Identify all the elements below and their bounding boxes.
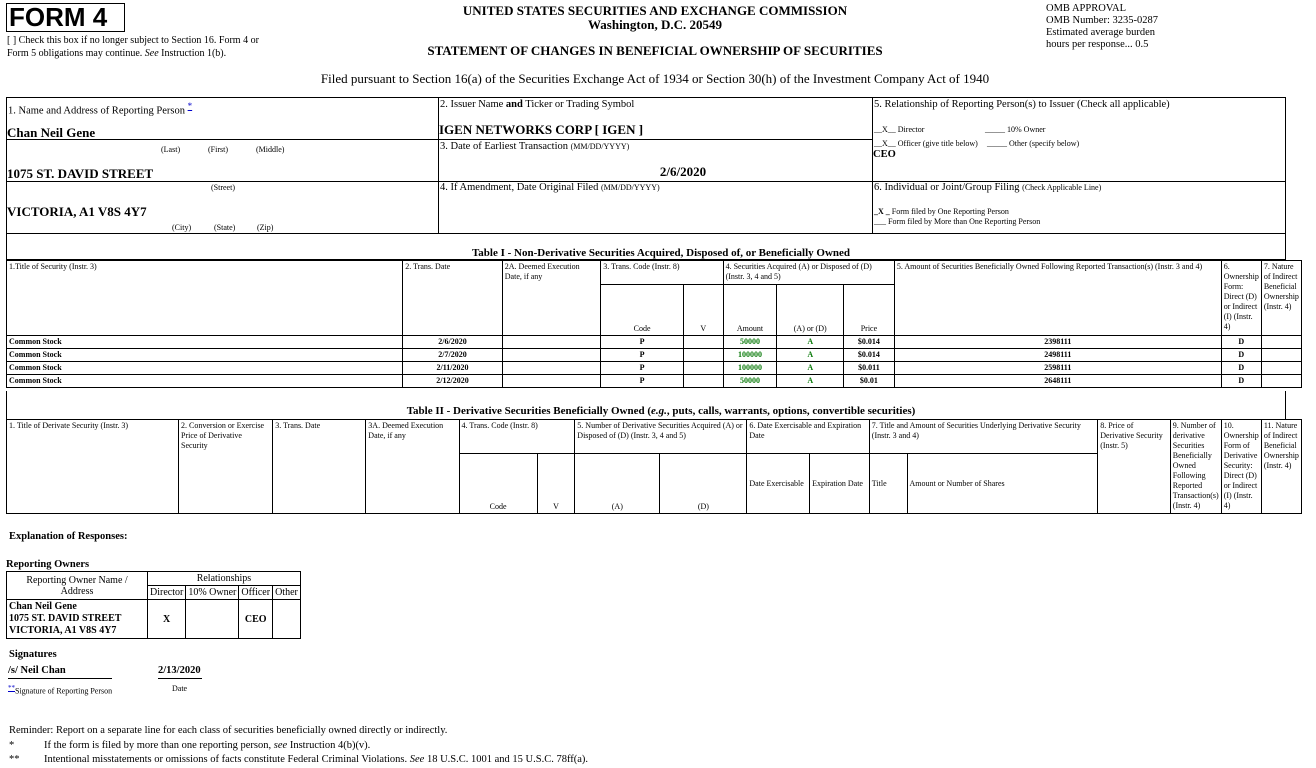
box6-label-text: 6. Individual or Joint/Group Filing — [874, 182, 1020, 193]
t2-sh-date-ex: Date Exercisable — [747, 454, 810, 514]
t1-sh-v: V — [683, 285, 723, 336]
officer-mark: __X__ — [874, 139, 896, 148]
ten-pct-line — [985, 125, 1045, 134]
ten-pct-mark: _____ — [985, 125, 1005, 134]
t1-amount: 100000 — [723, 362, 777, 375]
signatures-heading: Signatures — [9, 649, 57, 660]
omb-number: OMB Number: 3235-0287 — [1046, 15, 1158, 26]
earliest-transaction-date: 2/6/2020 — [659, 164, 707, 179]
box4-label-text: 4. If Amendment, Date Original Filed — [440, 182, 599, 193]
ro-col-relationships: Relationships — [148, 572, 301, 586]
t1-code: P — [601, 336, 684, 349]
ro-header-row — [7, 572, 301, 586]
t1-v — [683, 375, 723, 388]
t1-aord: A — [777, 349, 844, 362]
t1-code: P — [601, 349, 684, 362]
middle-label: (Middle) — [256, 145, 285, 154]
signature-star-link[interactable]: ** — [8, 684, 15, 692]
t1-aord: A — [777, 362, 844, 375]
more-persons-line — [874, 217, 1040, 226]
t1-v — [683, 362, 723, 375]
t2-h-owned: 9. Number of derivative Securities Beneficially Owned Following Reported Transaction(s) (Instr. 4) — [1170, 420, 1221, 514]
t1-owned: 2398111 — [894, 336, 1221, 349]
t1-code: P — [601, 375, 684, 388]
t1-owned: 2648111 — [894, 375, 1221, 388]
t1-owned: 2498111 — [894, 349, 1221, 362]
ro-owner-street: 1075 ST. DAVID STREET — [9, 613, 122, 624]
reporting-person-name: Chan Neil Gene — [7, 125, 96, 140]
note1-pre: If the form is filed by more than one reporting person, — [44, 740, 272, 751]
signer-name: /s/ Neil Chan — [8, 665, 112, 679]
other-mark: _____ — [987, 139, 1007, 148]
officer-label: Officer (give title below) — [897, 139, 978, 148]
statement-title: STATEMENT OF CHANGES IN BENEFICIAL OWNERSHIP OF SECURITIES — [427, 43, 883, 58]
ro-col-director: Director — [148, 586, 186, 600]
omb-block — [1046, 3, 1158, 51]
t1-form: D — [1221, 349, 1261, 362]
t2-h-deemed: 3A. Deemed Execution Date, if any — [366, 420, 459, 514]
street-label: (Street) — [211, 183, 235, 192]
note2-see: See — [409, 754, 425, 765]
t2-sh-amount: Amount or Number of Shares — [907, 454, 1098, 514]
note1-text — [44, 740, 370, 751]
issuer-name: IGEN NETWORKS CORP [ IGEN ] — [439, 122, 644, 137]
omb-approval: OMB APPROVAL — [1046, 3, 1127, 14]
reminder-text: Reminder: Report on a separate line for each class of securities beneficially owned directly or indirectly. — [9, 725, 448, 736]
box2-label-pre: 2. Issuer Name — [440, 99, 504, 110]
table-row — [7, 336, 1302, 349]
officer-title: CEO — [873, 149, 896, 160]
t1-sh-aord: (A) or (D) — [777, 285, 844, 336]
t1-form: D — [1221, 375, 1261, 388]
t1-owned: 2598111 — [894, 362, 1221, 375]
ro-ten-pct-value — [186, 600, 239, 639]
t1-h-date: 2. Trans. Date — [403, 261, 503, 336]
commission-city: Washington, D.C. 20549 — [588, 17, 722, 32]
director-mark: __X__ — [874, 125, 896, 134]
more-persons-mark: ___ — [874, 217, 886, 226]
t2-h-title: 1. Title of Derivate Security (Instr. 3) — [7, 420, 179, 514]
t1-v — [683, 336, 723, 349]
t1-nature — [1261, 362, 1301, 375]
box2-label-and: and — [505, 99, 523, 110]
omb-burden-2: hours per response... 0.5 — [1046, 39, 1149, 50]
t1-title: Common Stock — [7, 349, 403, 362]
t1-date: 2/11/2020 — [403, 362, 503, 375]
director-label: Director — [897, 125, 925, 134]
t1-price: $0.014 — [844, 349, 895, 362]
t1-amount: 100000 — [723, 349, 777, 362]
t1-form: D — [1221, 336, 1261, 349]
one-person-label: Form filed by One Reporting Person — [891, 207, 1009, 216]
check-note-instruction: Instruction 1(b). — [161, 48, 227, 59]
table2 — [6, 419, 1302, 514]
last-label: (Last) — [161, 145, 181, 154]
zip-label: (Zip) — [257, 223, 274, 232]
t1-sh-amount: Amount — [723, 285, 777, 336]
table2-header-row — [7, 420, 1302, 454]
reporting-owners-table — [6, 571, 301, 639]
note2-text — [44, 754, 588, 765]
t1-title: Common Stock — [7, 336, 403, 349]
note2-pre: Intentional misstatements or omissions of facts constitute Federal Criminal Violations. — [44, 754, 408, 765]
box1-label — [8, 101, 192, 117]
box3-label-text: 3. Date of Earliest Transaction — [440, 141, 569, 152]
t1-aord: A — [777, 375, 844, 388]
ro-owner-cell — [7, 600, 148, 639]
box3-label-format: (MM/DD/YYYY) — [570, 142, 630, 151]
note2-post: 18 U.S.C. 1001 and 15 U.S.C. 78ff(a). — [426, 754, 589, 765]
table1 — [6, 260, 1302, 388]
t1-h-acquired: 4. Securities Acquired (A) or Disposed of (D) (Instr. 3, 4 and 5) — [723, 261, 894, 285]
officer-line — [874, 139, 978, 148]
table2-title-pre: Table II - Derivative Securities Beneficially Owned ( — [406, 405, 652, 417]
one-person-line — [874, 207, 1009, 216]
note1-mark: * — [9, 740, 15, 751]
signature-date: 2/13/2020 — [158, 665, 202, 679]
t2-sh-v: V — [537, 454, 575, 514]
city-label: (City) — [172, 223, 192, 232]
box5-label: 5. Relationship of Reporting Person(s) to Issuer (Check all applicable) — [874, 99, 1170, 110]
commission-title: UNITED STATES SECURITIES AND EXCHANGE COMMISSION — [462, 3, 848, 18]
check-note-line-2: Form 5 obligations may continue. — [7, 48, 143, 59]
explanation-heading: Explanation of Responses: — [9, 531, 128, 542]
t1-deemed — [502, 362, 601, 375]
box6-label — [874, 182, 1101, 193]
reporting-person-city: VICTORIA, A1 V8S 4Y7 — [7, 204, 147, 219]
table2-title — [6, 405, 1316, 417]
t2-h-underlying: 7. Title and Amount of Securities Underlying Derivative Security (Instr. 3 and 4) — [869, 420, 1097, 454]
t1-nature — [1261, 336, 1301, 349]
t2-h-date: 3. Trans. Date — [273, 420, 366, 514]
t2-h-conversion: 2. Conversion or Exercise Price of Derivative Security — [179, 420, 273, 514]
table1-header-row — [7, 261, 1302, 285]
no-longer-subject-note — [7, 34, 307, 60]
box6-label-small: (Check Applicable Line) — [1022, 183, 1102, 192]
table-row — [7, 362, 1302, 375]
check-note-see: See — [144, 48, 159, 59]
ten-pct-label: 10% Owner — [1007, 125, 1046, 134]
box4-label — [440, 182, 660, 193]
t1-h-deemed: 2A. Deemed Execution Date, if any — [502, 261, 601, 336]
t1-price: $0.01 — [844, 375, 895, 388]
t2-sh-a: (A) — [575, 454, 660, 514]
ro-owner-name: Chan Neil Gene — [9, 601, 77, 612]
ro-other-value — [273, 600, 301, 639]
t1-h-form: 6. Ownership Form: Direct (D) or Indirect (I) (Instr. 4) — [1221, 261, 1261, 336]
box1-label-text: 1. Name and Address of Reporting Person — [8, 105, 186, 117]
t1-deemed — [502, 375, 601, 388]
ro-col-ten-pct: 10% Owner — [186, 586, 239, 600]
note1-see: see — [273, 740, 288, 751]
t2-h-code: 4. Trans. Code (Instr. 8) — [459, 420, 575, 454]
reporting-owners-heading: Reporting Owners — [6, 559, 90, 570]
table-row — [7, 600, 301, 639]
note1-post: Instruction 4(b)(v). — [289, 740, 371, 751]
t1-form: D — [1221, 362, 1261, 375]
t2-sh-d: (D) — [660, 454, 747, 514]
t1-v — [683, 349, 723, 362]
table2-title-eg: e.g. — [651, 405, 667, 417]
t1-sh-price: Price — [844, 285, 895, 336]
table1-title: Table I - Non-Derivative Securities Acquired, Disposed of, or Beneficially Owned — [471, 247, 851, 259]
box2-label-post: Ticker or Trading Symbol — [525, 99, 635, 110]
t1-title: Common Stock — [7, 362, 403, 375]
t1-deemed — [502, 336, 601, 349]
t1-title: Common Stock — [7, 375, 403, 388]
box3-label — [440, 141, 629, 152]
t1-h-owned: 5. Amount of Securities Beneficially Owned Following Reported Transaction(s) (Instr. 3 and 4) — [894, 261, 1221, 336]
ro-owner-city: VICTORIA, A1 V8S 4Y7 — [9, 625, 117, 636]
t2-sh-exp: Expiration Date — [810, 454, 870, 514]
signature-label — [8, 684, 112, 696]
t1-aord: A — [777, 336, 844, 349]
t2-h-number: 5. Number of Derivative Securities Acquired (A) or Disposed of (D) (Instr. 3, 4 and 5) — [575, 420, 747, 454]
omb-burden-1: Estimated average burden — [1046, 27, 1156, 38]
ro-col-officer: Officer — [239, 586, 273, 600]
t1-price: $0.011 — [844, 362, 895, 375]
reporting-person-street: 1075 ST. DAVID STREET — [7, 166, 154, 181]
t2-sh-code: Code — [459, 454, 537, 514]
t1-h-title: 1.Title of Security (Instr. 3) — [7, 261, 403, 336]
t1-amount: 50000 — [723, 336, 777, 349]
signature-label-text: Signature of Reporting Person — [15, 686, 113, 696]
grid-hline-a — [438, 139, 872, 140]
other-label: Other (specify below) — [1009, 139, 1080, 148]
first-label: (First) — [208, 145, 228, 154]
t2-h-exercisable: 6. Date Exercisable and Expiration Date — [747, 420, 869, 454]
ro-col-other: Other — [273, 586, 301, 600]
t2-h-form: 10. Ownership Form of Derivative Security: Direct (D) or Indirect (I) (Instr. 4) — [1221, 420, 1261, 514]
t1-price: $0.014 — [844, 336, 895, 349]
ro-officer-value: CEO — [239, 600, 273, 639]
t1-h-code: 3. Trans. Code (Instr. 8) — [601, 261, 723, 285]
box1-star-link[interactable]: * — [187, 101, 193, 111]
t1-nature — [1261, 349, 1301, 362]
table2-title-post: , puts, calls, warrants, options, convertible securities) — [666, 405, 916, 417]
t2-h-nature: 11. Nature of Indirect Beneficial Ownership (Instr. 4) — [1261, 420, 1301, 514]
t1-nature — [1261, 375, 1301, 388]
director-line — [874, 125, 924, 134]
box4-label-format: (MM/DD/YYYY) — [600, 183, 660, 192]
t1-h-nature: 7. Nature of Indirect Beneficial Ownership (Instr. 4) — [1261, 261, 1301, 336]
t1-date: 2/12/2020 — [403, 375, 503, 388]
check-note-line-1: [ ] Check this box if no longer subject to Section 16. Form 4 or — [7, 35, 259, 46]
t1-sh-code: Code — [601, 285, 684, 336]
t1-code: P — [601, 362, 684, 375]
table-row — [7, 375, 1302, 388]
t1-date: 2/6/2020 — [403, 336, 503, 349]
t1-amount: 50000 — [723, 375, 777, 388]
note2-mark: ** — [9, 754, 20, 765]
ro-col-name: Reporting Owner Name / Address — [7, 572, 148, 600]
more-persons-label: Form filed by More than One Reporting Person — [888, 217, 1041, 226]
t1-date: 2/7/2020 — [403, 349, 503, 362]
ro-director-value: X — [148, 600, 186, 639]
table-row — [7, 349, 1302, 362]
other-line — [987, 139, 1079, 148]
one-person-mark: _X _ — [874, 207, 890, 216]
form-title: FORM 4 — [6, 3, 125, 32]
box2-label — [440, 99, 634, 110]
date-label: Date — [172, 684, 188, 693]
state-label: (State) — [214, 223, 236, 232]
t2-h-price: 8. Price of Derivative Security (Instr. 5) — [1098, 420, 1171, 514]
t1-deemed — [502, 349, 601, 362]
filed-pursuant: Filed pursuant to Section 16(a) of the Securities Exchange Act of 1934 or Section 30(h) of the Investment Company Act of 1940 — [320, 71, 990, 86]
t2-sh-title: Title — [869, 454, 907, 514]
